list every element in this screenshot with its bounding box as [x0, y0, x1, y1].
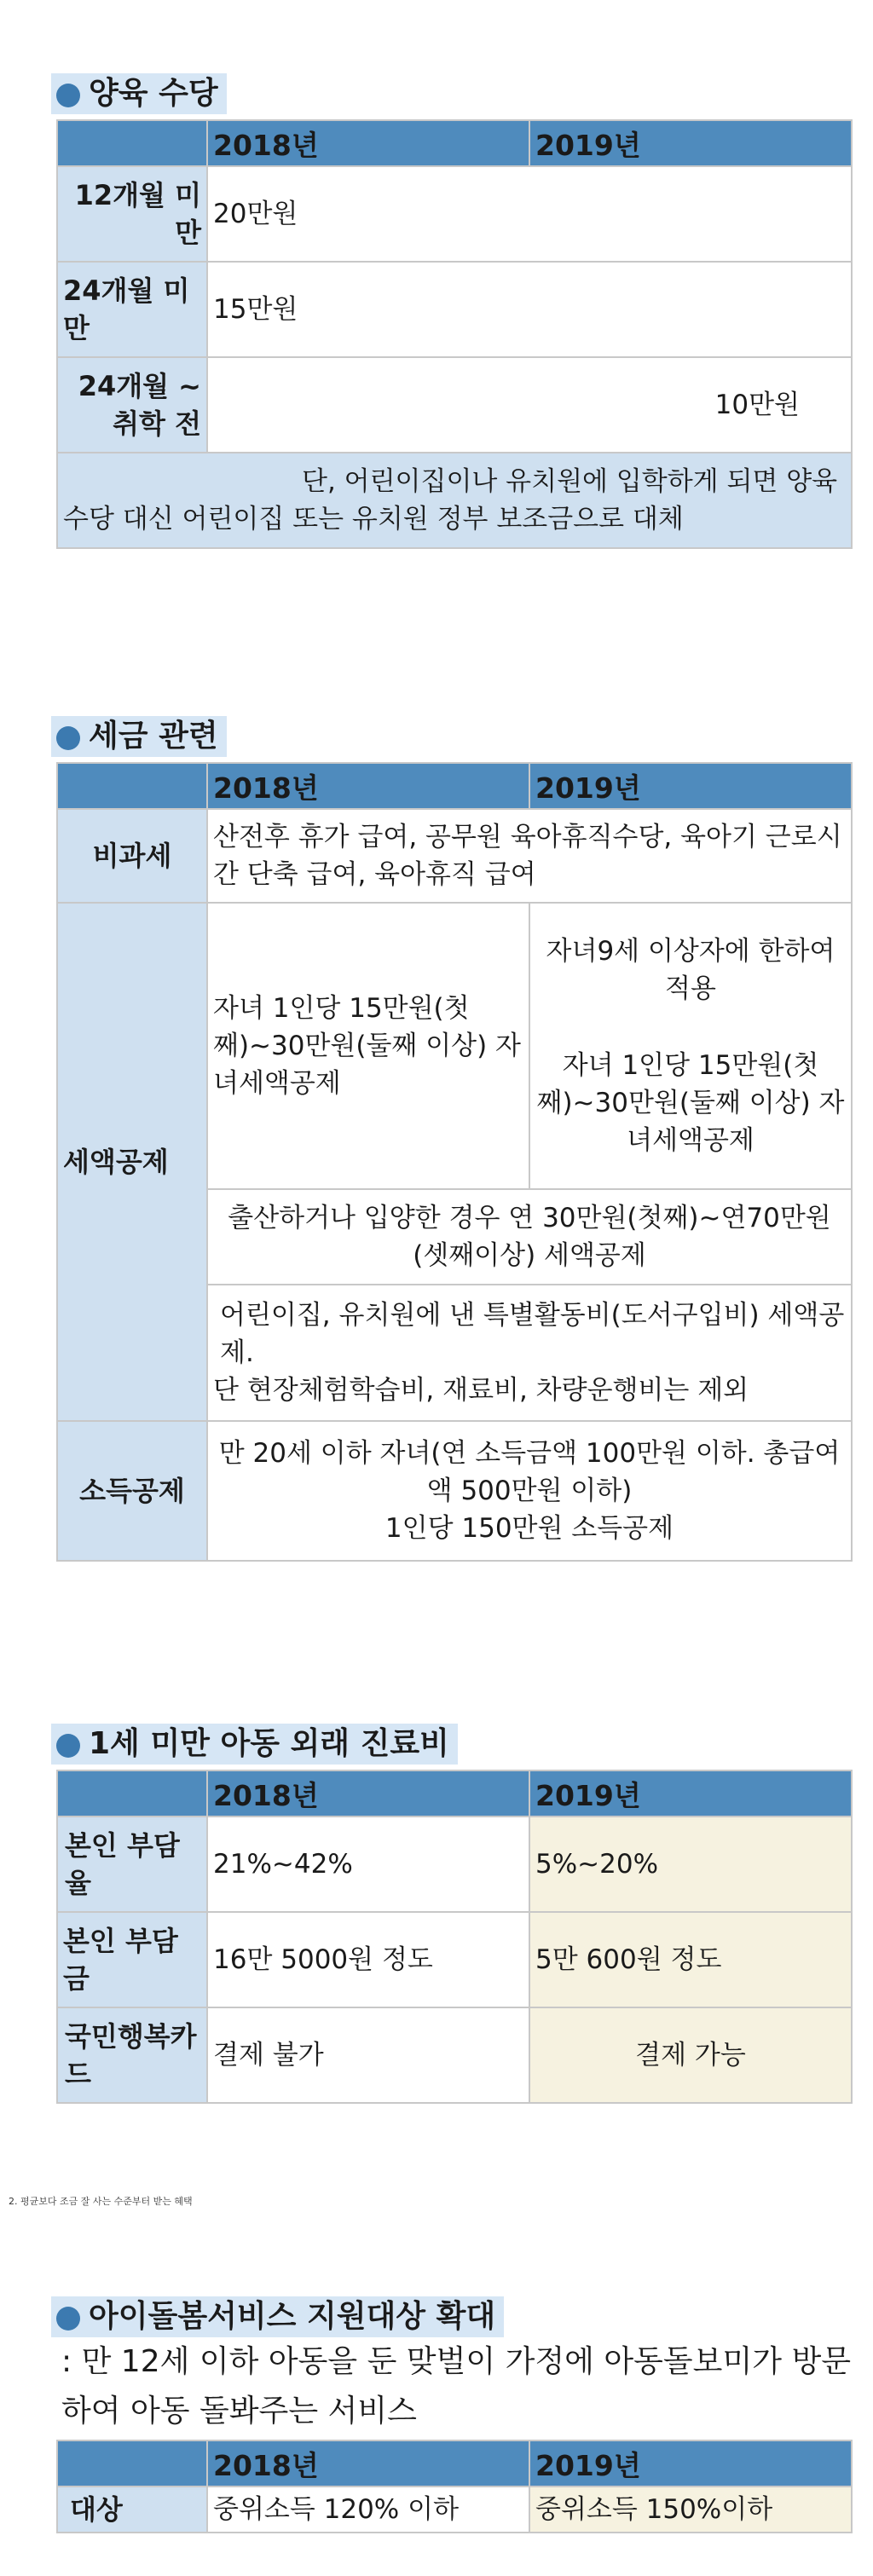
section-title: 양육 수당 — [51, 73, 227, 114]
bullet-dot-icon — [56, 2307, 80, 2331]
credit-2019-amount: 자녀 1인당 15만원(첫째)~30만원(둘째 이상) 자녀세액공제 — [536, 1050, 845, 1156]
footnote: 2. 평균보다 조금 잘 사는 수준부터 받는 혜택 — [9, 2196, 193, 2207]
value-2018: 결제 불가 — [207, 2007, 529, 2103]
credit-label: 세액공제 — [57, 903, 207, 1421]
section-childcare-allowance — [56, 73, 851, 549]
credit-2019 — [529, 903, 852, 1189]
outpatient-table — [56, 1770, 853, 2104]
credit-education-1: 어린이집, 유치원에 낸 특별활동비(도서구입비) 세액공제. — [220, 1300, 845, 1368]
bullet-dot-icon — [56, 726, 80, 750]
value-2019: 결제 가능 — [529, 2007, 852, 2103]
allowance-table — [56, 119, 853, 549]
tax-table — [56, 762, 853, 1562]
row-label: 국민행복카드 — [57, 2007, 207, 2103]
service-table — [56, 2440, 853, 2533]
row-label: 24개월 미만 — [57, 262, 207, 357]
row-label: 대상 — [57, 2486, 207, 2533]
header-2018: 2018년 — [207, 763, 529, 809]
service-description: : 만 12세 이하 아동을 둔 맞벌이 가정에 아동돌보미가 방문하여 아동 돌봐주는 서비스 — [61, 2344, 852, 2429]
value-2018: 21%~42% — [207, 1816, 529, 1912]
value-2019: 5%~20% — [529, 1816, 852, 1912]
row-label: 본인 부담율 — [57, 1816, 207, 1912]
row-label: 24개월 ~취학 전 — [57, 357, 207, 453]
row-label: 본인 부담금 — [57, 1912, 207, 2007]
bullet-dot-icon — [56, 1734, 80, 1758]
income-label: 소득공제 — [57, 1421, 207, 1561]
income-value-1: 만 20세 이하 자녀(연 소득금액 100만원 이하. 총급여액 500만원 이하) — [218, 1438, 841, 1506]
income-value-2: 1인당 150만원 소득공제 — [384, 1513, 674, 1544]
nontax-label: 비과세 — [57, 809, 207, 903]
row-value: 20만원 — [207, 166, 852, 262]
header-2018: 2018년 — [207, 2440, 529, 2486]
allowance-note: 단, 어린이집이나 유치원에 입학하게 되면 양육수당 대신 어린이집 또는 유치원 정부 보조금으로 대체 — [57, 453, 852, 548]
credit-2019-condition: 자녀9세 이상자에 한하여 적용 — [546, 936, 835, 1004]
section-tax — [56, 716, 851, 1562]
header-2019: 2019년 — [529, 2440, 852, 2486]
income-value — [207, 1421, 852, 1561]
header-2019: 2019년 — [529, 120, 852, 166]
section-childcare-service — [56, 2296, 851, 2533]
credit-2018: 자녀 1인당 15만원(첫째)~30만원(둘째 이상) 자녀세액공제 — [207, 903, 529, 1189]
value-2019: 중위소득 150%이하 — [529, 2486, 852, 2533]
section-title: 세금 관련 — [51, 716, 227, 757]
credit-education — [207, 1285, 852, 1421]
row-value: 10만원 — [207, 357, 852, 453]
bullet-dot-icon — [56, 84, 80, 107]
credit-education-2: 단 현장체험학습비, 재료비, 차량운행비는 제외 — [213, 1375, 749, 1406]
value-2019: 5만 600원 정도 — [529, 1912, 852, 2007]
nontax-value: 산전후 휴가 급여, 공무원 육아휴직수당, 육아기 근로시간 단축 급여, 육아휴직 급여 — [207, 809, 852, 903]
header-2019: 2019년 — [529, 1770, 852, 1816]
row-label: 12개월 미만 — [57, 166, 207, 262]
row-value: 15만원 — [207, 262, 852, 357]
value-2018: 중위소득 120% 이하 — [207, 2486, 529, 2533]
header-2018: 2018년 — [207, 1770, 529, 1816]
section-title: 아이돌봄서비스 지원대상 확대 — [51, 2296, 504, 2337]
header-2019: 2019년 — [529, 763, 852, 809]
header-2018: 2018년 — [207, 120, 529, 166]
value-2018: 16만 5000원 정도 — [207, 1912, 529, 2007]
section-title: 1세 미만 아동 외래 진료비 — [51, 1724, 458, 1765]
credit-birth: 출산하거나 입양한 경우 연 30만원(첫째)~연70만원(셋째이상) 세액공제 — [207, 1189, 852, 1285]
section-outpatient-cost — [56, 1724, 851, 2104]
